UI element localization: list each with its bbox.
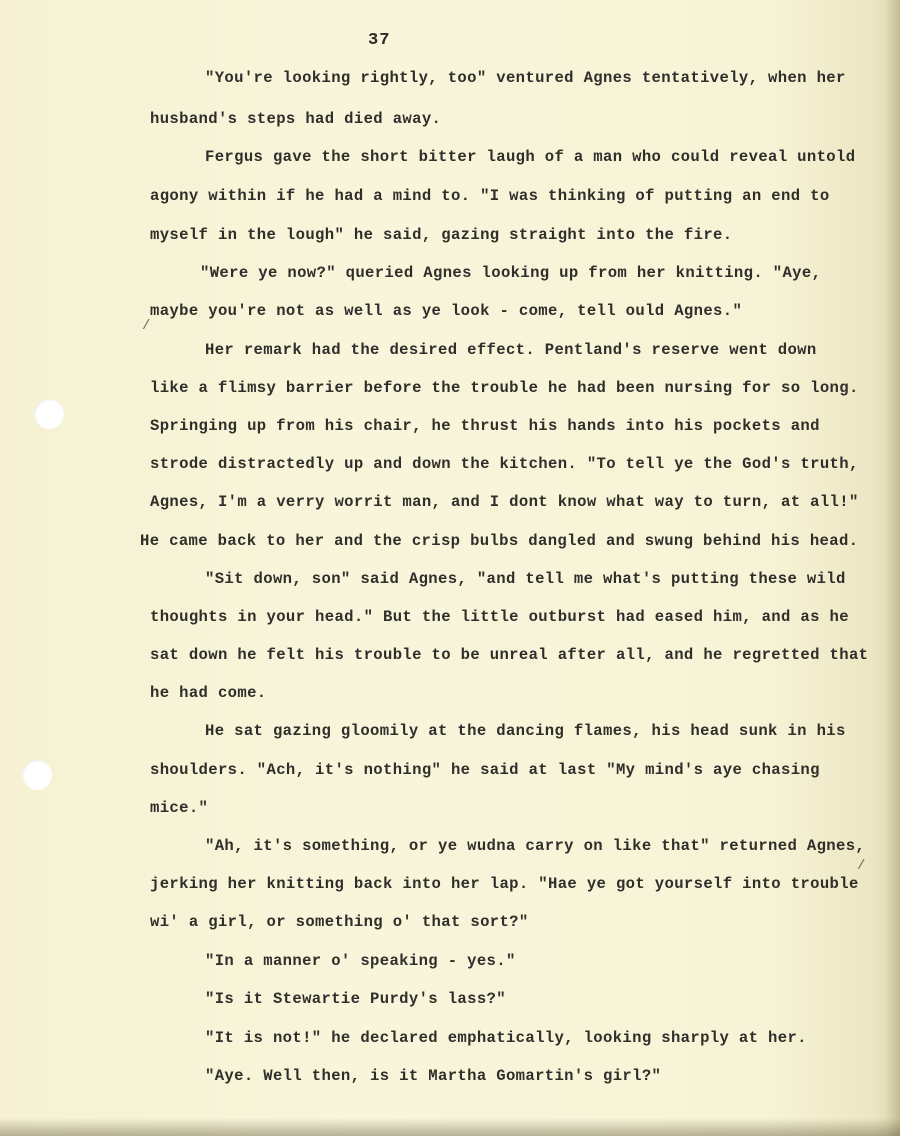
pen-mark: / xyxy=(142,318,151,334)
text-line: Her remark had the desired effect. Pentland's reserve went down xyxy=(205,341,817,359)
page-edge-shadow xyxy=(886,0,900,1136)
text-line: wi' a girl, or something o' that sort?" xyxy=(150,913,529,931)
pen-mark: / xyxy=(857,858,866,874)
text-line: "Ah, it's something, or ye wudna carry on like that" returned Agnes, xyxy=(205,837,866,855)
punch-hole xyxy=(34,399,64,429)
text-line: Agnes, I'm a verry worrit man, and I dont know what way to turn, at all!" xyxy=(150,493,859,511)
text-line: He sat gazing gloomily at the dancing flames, his head sunk in his xyxy=(205,722,846,740)
text-line: Springing up from his chair, he thrust his hands into his pockets and xyxy=(150,417,820,435)
text-line: husband's steps had died away. xyxy=(150,110,442,128)
text-line: "Is it Stewartie Purdy's lass?" xyxy=(205,990,506,1008)
text-line: jerking her knitting back into her lap. "Hae ye got yourself into trouble xyxy=(150,875,859,893)
text-line: shoulders. "Ach, it's nothing" he said at last "My mind's aye chasing xyxy=(150,761,820,779)
text-line: thoughts in your head." But the little outburst had eased him, and as he xyxy=(150,608,849,626)
text-line: "In a manner o' speaking - yes." xyxy=(205,952,516,970)
text-line: He came back to her and the crisp bulbs dangled and swung behind his head. xyxy=(140,532,859,550)
text-line: "You're looking rightly, too" ventured Agnes tentatively, when her xyxy=(205,69,846,87)
text-line: "Were ye now?" queried Agnes looking up from her knitting. "Aye, xyxy=(200,264,822,282)
text-line: he had come. xyxy=(150,684,267,702)
page-bottom-shadow xyxy=(0,1118,900,1136)
page-number: 37 xyxy=(368,31,391,50)
text-line: Fergus gave the short bitter laugh of a man who could reveal untold xyxy=(205,148,856,166)
text-line: mice." xyxy=(150,799,209,817)
text-line: "It is not!" he declared emphatically, looking sharply at her. xyxy=(205,1029,807,1047)
text-line: agony within if he had a mind to. "I was thinking of putting an end to xyxy=(150,187,830,205)
text-line: like a flimsy barrier before the trouble he had been nursing for so long. xyxy=(150,379,859,397)
text-line: myself in the lough" he said, gazing straight into the fire. xyxy=(150,226,733,244)
punch-hole xyxy=(22,760,52,790)
text-line: maybe you're not as well as ye look - come, tell ould Agnes." xyxy=(150,302,743,320)
text-line: strode distractedly up and down the kitchen. "To tell ye the God's truth, xyxy=(150,455,859,473)
text-line: "Aye. Well then, is it Martha Gomartin's girl?" xyxy=(205,1067,662,1085)
text-line: "Sit down, son" said Agnes, "and tell me what's putting these wild xyxy=(205,570,846,588)
text-line: sat down he felt his trouble to be unreal after all, and he regretted that xyxy=(150,646,869,664)
